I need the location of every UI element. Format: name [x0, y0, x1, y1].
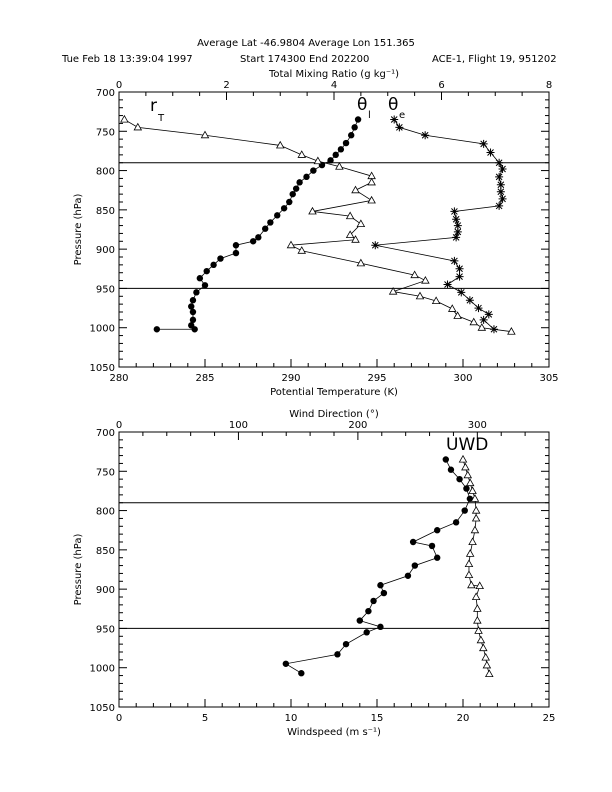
data-point-circle [286, 199, 292, 205]
data-point-star [395, 123, 403, 131]
series-line-theta_e [375, 120, 502, 330]
data-point-circle [434, 527, 440, 533]
data-point-triangle [467, 550, 474, 556]
y-tick-label: 900 [95, 585, 115, 597]
data-point-triangle [468, 581, 475, 587]
x2-tick-label: 2 [223, 80, 230, 91]
data-point-star [456, 273, 464, 281]
series-line-r_T [124, 120, 511, 332]
data-point-circle [298, 670, 304, 676]
data-point-star [487, 149, 495, 157]
data-point-star [490, 325, 498, 333]
data-point-circle [327, 157, 333, 163]
data-point-triangle [449, 305, 456, 311]
data-point-circle [343, 140, 349, 146]
label-rt: r [150, 96, 157, 116]
y-tick-label: 750 [95, 467, 115, 479]
flight-id: ACE-1, Flight 19, 951202 [432, 54, 557, 65]
data-point-circle [410, 539, 416, 545]
data-point-circle [377, 624, 383, 630]
data-point-triangle [368, 179, 375, 185]
data-point-star [495, 173, 503, 181]
label-theta-l-subscript: l [368, 110, 371, 121]
label-rt-subscript: T [158, 113, 165, 124]
x-tick-label: 290 [281, 373, 301, 384]
data-point-circle [255, 234, 261, 240]
data-point-circle [250, 238, 256, 244]
x-tick-label: 295 [367, 373, 387, 384]
y-tick-label: 950 [95, 624, 115, 636]
y-tick-label: 800 [95, 506, 115, 518]
series-line-windspeed [286, 460, 470, 674]
data-point-triangle [486, 670, 493, 676]
y-axis-title: Pressure (hPa) [73, 193, 84, 266]
data-point-star [454, 228, 462, 236]
data-point-circle [405, 573, 411, 579]
x-axis-title: Windspeed (m s⁻¹) [287, 727, 381, 738]
data-point-triangle [478, 324, 485, 330]
chart-panel-wind [73, 409, 555, 738]
data-point-circle [233, 250, 239, 256]
data-point-star [480, 316, 488, 324]
data-point-circle [190, 297, 196, 303]
data-point-triangle [422, 277, 429, 283]
data-point-circle [154, 326, 160, 332]
data-point-circle [190, 309, 196, 315]
x2-tick-label: 100 [228, 420, 248, 431]
data-point-circle [191, 326, 197, 332]
data-point-triangle [357, 220, 364, 226]
report-date: Tue Feb 18 13:39:04 1997 [62, 54, 193, 65]
data-point-star [444, 281, 452, 289]
data-point-circle [262, 226, 268, 232]
series-line-theta_l [157, 120, 358, 330]
data-point-triangle [469, 487, 476, 493]
data-point-circle [343, 641, 349, 647]
x-tick-label: 305 [539, 373, 559, 384]
data-point-circle [197, 275, 203, 281]
data-point-circle [355, 116, 361, 122]
data-point-circle [193, 289, 199, 295]
x2-tick-label: 0 [115, 80, 123, 91]
data-point-star [457, 288, 465, 296]
data-point-star [497, 181, 505, 189]
series-r_T [121, 116, 515, 335]
data-point-star [495, 202, 503, 210]
x-tick-label: 285 [195, 373, 215, 384]
data-point-circle [290, 191, 296, 197]
x-tick-label: 15 [370, 713, 384, 724]
data-point-circle [456, 476, 462, 482]
data-point-circle [377, 582, 383, 588]
data-point-triangle [465, 571, 472, 577]
data-point-star [450, 207, 458, 215]
data-point-star [390, 116, 398, 124]
data-point-circle [267, 219, 273, 225]
data-point-star [480, 140, 488, 148]
x-tick-label: 0 [115, 713, 123, 724]
data-point-circle [202, 282, 208, 288]
y-tick-label: 900 [95, 245, 115, 257]
x-tick-label: 300 [453, 373, 473, 384]
data-point-circle [381, 590, 387, 596]
data-point-triangle [464, 471, 471, 477]
y-tick-label: 850 [95, 205, 115, 217]
y-tick-label: 950 [95, 284, 115, 296]
data-point-circle [462, 507, 468, 513]
average-lat-lon: Average Lat -46.9804 Average Lon 151.365 [197, 38, 415, 49]
data-point-circle [190, 317, 196, 323]
data-point-star [497, 188, 505, 196]
x2-tick-label: 0 [115, 420, 123, 431]
data-point-triangle [298, 247, 305, 253]
data-point-circle [283, 661, 289, 667]
x2-tick-label: 200 [348, 420, 368, 431]
x2-tick-label: 300 [467, 420, 487, 431]
data-point-triangle [459, 456, 466, 462]
data-point-circle [296, 179, 302, 185]
series-theta_e [371, 116, 506, 334]
data-point-circle [281, 205, 287, 211]
data-point-circle [412, 562, 418, 568]
label-theta-e: θ [388, 95, 399, 115]
data-point-triangle [474, 605, 481, 611]
y-tick-label: 800 [95, 166, 115, 178]
data-point-circle [303, 174, 309, 180]
plot-frame [119, 92, 549, 367]
start-end-time: Start 174300 End 202200 [240, 54, 370, 65]
label-theta-l: θ [357, 95, 368, 115]
data-point-star [466, 296, 474, 304]
data-point-circle [188, 303, 194, 309]
data-point-star [456, 265, 464, 273]
data-point-triangle [352, 186, 359, 192]
data-point-star [371, 241, 379, 249]
data-point-triangle [474, 617, 481, 623]
data-point-star [452, 233, 460, 241]
data-point-circle [274, 212, 280, 218]
data-point-triangle [467, 479, 474, 485]
data-point-triangle [134, 124, 141, 130]
data-point-circle [370, 598, 376, 604]
x2-tick-label: 8 [545, 80, 553, 91]
data-point-circle [463, 485, 469, 491]
series-theta_l [154, 116, 362, 332]
data-point-star [499, 165, 507, 173]
data-point-circle [351, 124, 357, 130]
data-point-triangle [473, 593, 480, 599]
label-uwd: UWD [446, 435, 489, 455]
y-tick-label: 850 [95, 545, 115, 557]
x-axis-title: Potential Temperature (K) [270, 387, 398, 398]
data-point-triangle [477, 636, 484, 642]
label-theta-e-subscript: e [399, 110, 406, 121]
data-point-circle [217, 255, 223, 261]
data-point-triangle [482, 654, 489, 660]
y-tick-label: 700 [95, 428, 115, 439]
y-axis-title: Pressure (hPa) [73, 533, 84, 606]
x-tick-label: 25 [542, 713, 556, 724]
x2-tick-label: 4 [330, 80, 338, 91]
data-point-star [421, 131, 429, 139]
y-tick-label: 700 [95, 88, 115, 99]
data-point-circle [293, 185, 299, 191]
x-tick-label: 5 [201, 713, 209, 724]
data-point-triangle [483, 662, 490, 668]
x2-tick-label: 6 [438, 80, 445, 91]
data-point-circle [434, 555, 440, 561]
data-point-triangle [462, 464, 469, 470]
x-tick-label: 10 [284, 713, 298, 724]
data-point-star [450, 257, 458, 265]
y-tick-label: 750 [95, 127, 115, 139]
data-point-triangle [465, 560, 472, 566]
data-point-triangle [473, 515, 480, 521]
data-point-circle [453, 519, 459, 525]
y-tick-label: 1000 [89, 663, 115, 675]
data-point-circle [210, 262, 216, 268]
data-point-star [499, 195, 507, 203]
data-point-triangle [368, 197, 375, 203]
data-point-triangle [298, 151, 305, 157]
data-point-triangle [469, 538, 476, 544]
x2-axis-title: Wind Direction (°) [289, 409, 379, 420]
x2-axis-title: Total Mixing Ratio (g kg⁻¹) [268, 69, 400, 80]
data-point-circle [448, 467, 454, 473]
data-point-circle [443, 456, 449, 462]
data-point-triangle [480, 644, 487, 650]
data-point-circle [310, 167, 316, 173]
data-point-circle [365, 608, 371, 614]
y-tick-label: 1000 [89, 323, 115, 335]
x-tick-label: 280 [109, 373, 129, 384]
data-point-circle [333, 152, 339, 158]
x-tick-label: 20 [456, 713, 470, 724]
data-point-circle [204, 268, 210, 274]
series-windspeed [283, 456, 473, 676]
chart-panel-thermo [73, 69, 559, 398]
data-point-circle [363, 629, 369, 635]
data-point-circle [338, 146, 344, 152]
data-point-circle [233, 242, 239, 248]
y-tick-label: 1050 [89, 363, 115, 374]
y-tick-label: 1050 [89, 703, 115, 714]
data-point-triangle [473, 507, 480, 513]
data-point-star [452, 215, 460, 223]
data-point-circle [429, 543, 435, 549]
data-point-circle [357, 617, 363, 623]
data-point-triangle [121, 116, 128, 122]
data-point-star [495, 159, 503, 167]
data-point-triangle [471, 526, 478, 532]
data-point-circle [348, 132, 354, 138]
data-point-circle [334, 651, 340, 657]
data-point-star [474, 304, 482, 312]
